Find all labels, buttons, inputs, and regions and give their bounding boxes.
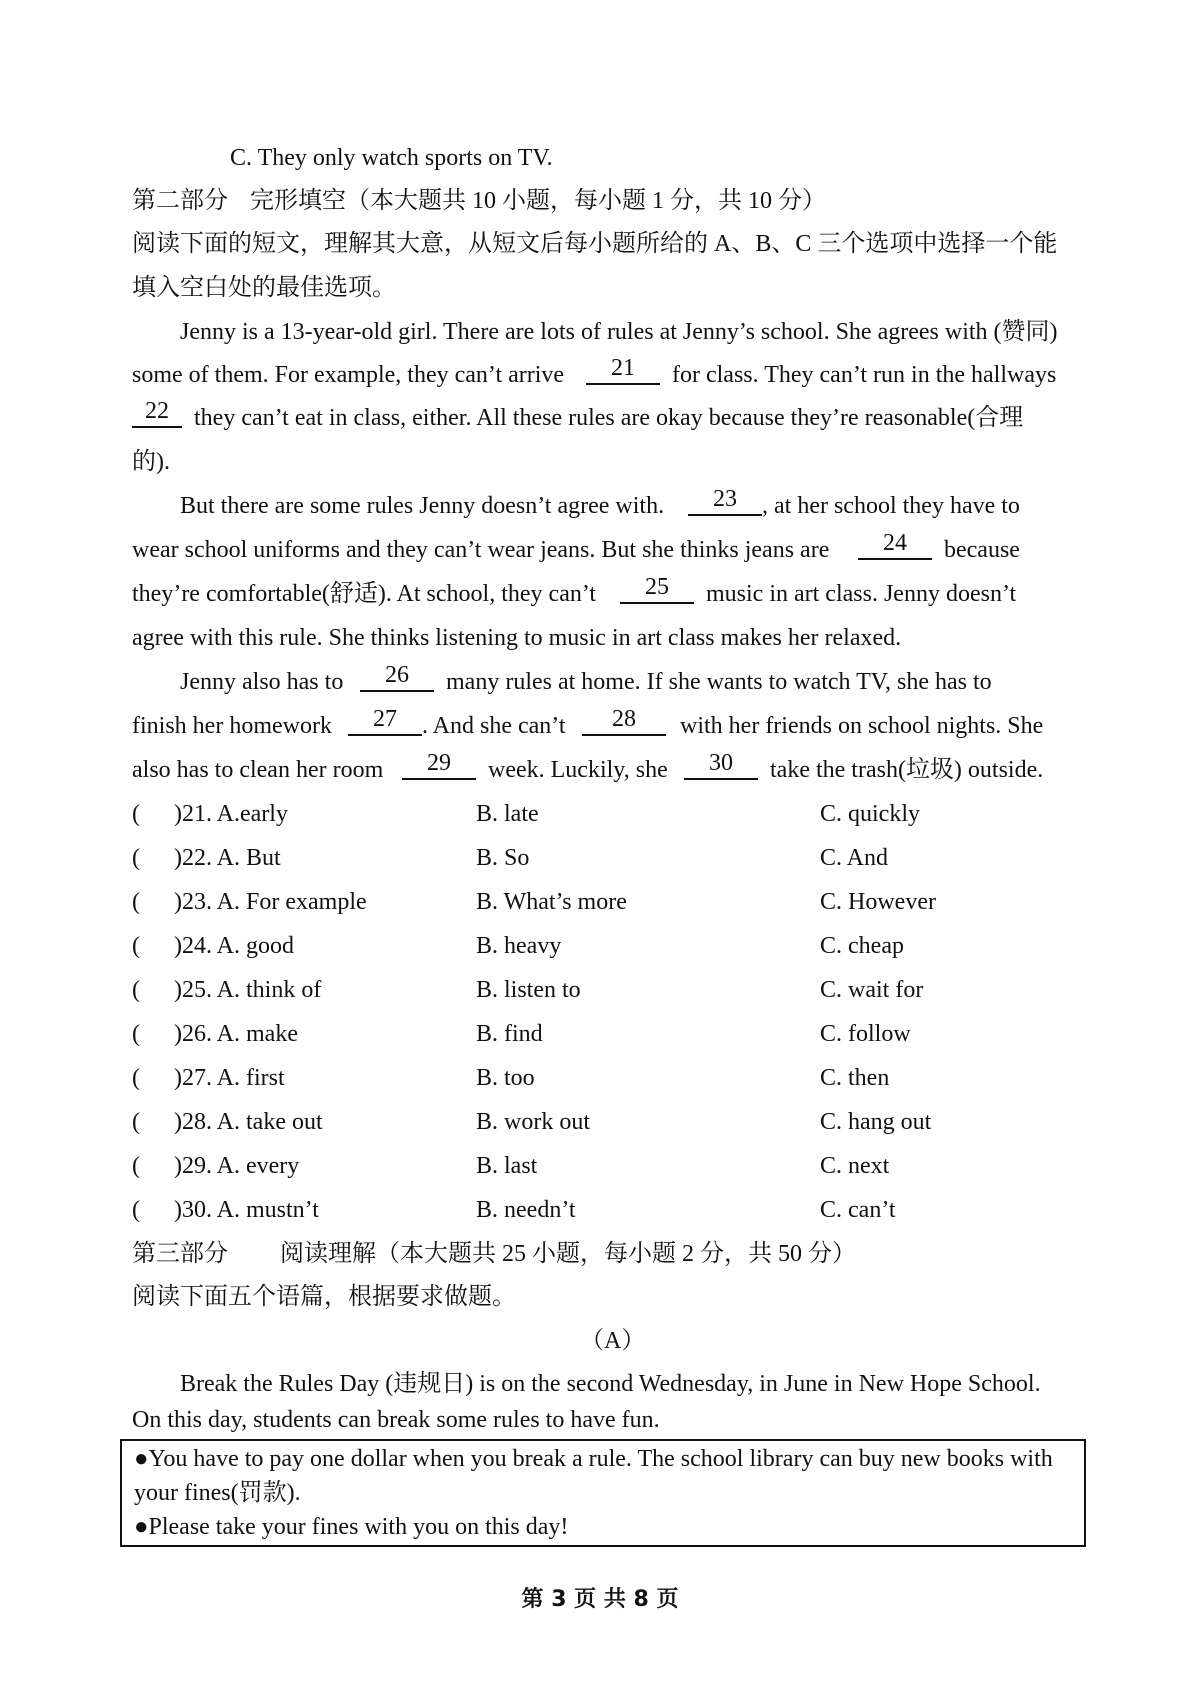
- passage-line: [0, 484, 1200, 528]
- passage-text: But there are some rules Jenny doesn’t agree with.: [180, 493, 665, 519]
- option-a: )29. A. every: [174, 1153, 300, 1179]
- passage-line: [0, 528, 1200, 572]
- passage-text: Jenny also has to: [180, 669, 344, 695]
- prev-question-option: [0, 136, 1200, 180]
- option-a: )25. A. think of: [174, 977, 322, 1003]
- option-a: )28. A. take out: [174, 1109, 323, 1135]
- part2-instruction: [0, 222, 1200, 266]
- option-a: )27. A. first: [174, 1065, 285, 1091]
- option-b: B. What’s more: [476, 889, 627, 915]
- option-a: )21. A.early: [174, 801, 288, 827]
- option-c: C. follow: [820, 1021, 911, 1047]
- blank-28: 28: [582, 704, 666, 736]
- paragraph-text: On this day, students can break some rules to have fun.: [132, 1407, 660, 1433]
- notice-line: ●You have to pay one dollar when you break a rule. The school library can buy new books with: [134, 1446, 1053, 1472]
- passage-line: [0, 396, 1200, 440]
- blank-21: 21: [586, 353, 660, 385]
- section-title: 第二部分: [132, 188, 228, 214]
- page-number: 第 3 页 共 8 页: [521, 1587, 679, 1612]
- passage-text: week. Luckily, she: [488, 757, 668, 783]
- passage-text: finish her homework: [132, 713, 332, 739]
- section-subtitle: 完形填空（本大题共 10 小题，每小题 1 分，共 10 分）: [250, 188, 826, 214]
- passage-text: wear school uniforms and they can’t wear jeans. But she thinks jeans are: [132, 537, 830, 563]
- option-a: )22. A. But: [174, 845, 281, 871]
- option-text: C. They only watch sports on TV.: [230, 145, 553, 171]
- option-c: C. quickly: [820, 801, 920, 827]
- passage-line: [0, 616, 1200, 660]
- option-b: B. too: [476, 1065, 535, 1091]
- reading-section-label: [0, 1319, 1200, 1363]
- option-b: B. work out: [476, 1109, 590, 1135]
- option-c: C. hang out: [820, 1109, 932, 1135]
- passage-text: some of them. For example, they can’t arrive: [132, 362, 565, 388]
- passage-text: many rules at home. If she wants to watch TV, she has to: [446, 669, 992, 695]
- section-subtitle: 阅读理解（本大题共 25 小题，每小题 2 分，共 50 分）: [280, 1241, 856, 1267]
- passage-text: they’re comfortable(舒适). At school, they can’t: [132, 581, 597, 607]
- option-c: C. can’t: [820, 1197, 896, 1223]
- passage-line: [0, 748, 1200, 792]
- instruction-text: 阅读下面的短文，理解其大意，从短文后每小题所给的 A、B、C 三个选项中选择一个能: [132, 231, 1058, 257]
- instruction-text: 阅读下面五个语篇，根据要求做题。: [132, 1284, 516, 1310]
- notice-line: ●Please take your fines with you on this day!: [134, 1514, 569, 1540]
- passage-text: , at her school they have to: [762, 493, 1020, 519]
- option-a: )24. A. good: [174, 933, 294, 959]
- passage-text: they can’t eat in class, either. All these rules are okay because they’re reasonable(合理: [194, 405, 1024, 431]
- passage-text: Jenny is a 13-year-old girl. There are lots of rules at Jenny’s school. She agrees with (赞同): [180, 319, 1058, 345]
- option-a: )30. A. mustn’t: [174, 1197, 319, 1223]
- passage-line: [0, 660, 1200, 704]
- passage-text: take the trash(垃圾) outside.: [770, 757, 1044, 783]
- option-a: )26. A. make: [174, 1021, 298, 1047]
- passage-line: [0, 704, 1200, 748]
- option-c: C. next: [820, 1153, 890, 1179]
- option-c: C. cheap: [820, 933, 904, 959]
- answer-paren: (: [132, 1197, 140, 1223]
- blank-27: 27: [348, 704, 422, 736]
- option-b: B. So: [476, 845, 530, 871]
- option-b: B. find: [476, 1021, 543, 1047]
- option-c: C. However: [820, 889, 936, 915]
- option-b: B. listen to: [476, 977, 581, 1003]
- answer-paren: (: [132, 889, 140, 915]
- option-b: B. last: [476, 1153, 538, 1179]
- instruction-text: 填入空白处的最佳选项。: [132, 275, 396, 301]
- passage-line: [0, 572, 1200, 616]
- option-b: B. late: [476, 801, 539, 827]
- passage-line: [0, 440, 1200, 484]
- answer-paren: (: [132, 933, 140, 959]
- passage-text: because: [944, 537, 1020, 563]
- part3-instruction: [0, 1275, 1200, 1319]
- passage-text: for class. They can’t run in the hallways: [672, 362, 1057, 388]
- passage-text: 的).: [132, 449, 170, 475]
- passage-text: with her friends on school nights. She: [680, 713, 1044, 739]
- passage-text: . And she can’t: [422, 713, 566, 739]
- passage-line: [0, 353, 1200, 397]
- answer-paren: (: [132, 1065, 140, 1091]
- blank-24: 24: [858, 528, 932, 560]
- part2-instruction-cont: [0, 266, 1200, 310]
- answer-paren: (: [132, 801, 140, 827]
- blank-30: 30: [684, 748, 758, 780]
- option-c: C. wait for: [820, 977, 924, 1003]
- answer-paren: (: [132, 1021, 140, 1047]
- blank-29: 29: [402, 748, 476, 780]
- blank-25: 25: [620, 572, 694, 604]
- option-b: B. heavy: [476, 933, 562, 959]
- part2-header: [0, 179, 1200, 223]
- notice-line: your fines(罚款).: [134, 1480, 301, 1506]
- passage-line: [0, 310, 1200, 354]
- notice-box: [120, 1439, 1086, 1547]
- passage-text: agree with this rule. She thinks listening to music in art class makes her relaxed.: [132, 625, 902, 651]
- passage-text: also has to clean her room: [132, 757, 384, 783]
- option-b: B. needn’t: [476, 1197, 576, 1223]
- part3-header: [0, 1232, 1200, 1276]
- answer-paren: (: [132, 977, 140, 1003]
- paragraph-text: Break the Rules Day (违规日) is on the second Wednesday, in June in New Hope School.: [180, 1371, 1041, 1397]
- option-c: C. And: [820, 845, 889, 871]
- reading-paragraph: [0, 1398, 1200, 1442]
- answer-paren: (: [132, 1153, 140, 1179]
- answer-paren: (: [132, 845, 140, 871]
- passage-text: music in art class. Jenny doesn’t: [706, 581, 1017, 607]
- blank-26: 26: [360, 660, 434, 692]
- section-label: （A）: [580, 1328, 646, 1354]
- section-title: 第三部分: [132, 1241, 228, 1267]
- blank-23: 23: [688, 484, 762, 516]
- answer-paren: (: [132, 1109, 140, 1135]
- option-a: )23. A. For example: [174, 889, 367, 915]
- option-c: C. then: [820, 1065, 890, 1091]
- blank-22: 22: [132, 396, 182, 428]
